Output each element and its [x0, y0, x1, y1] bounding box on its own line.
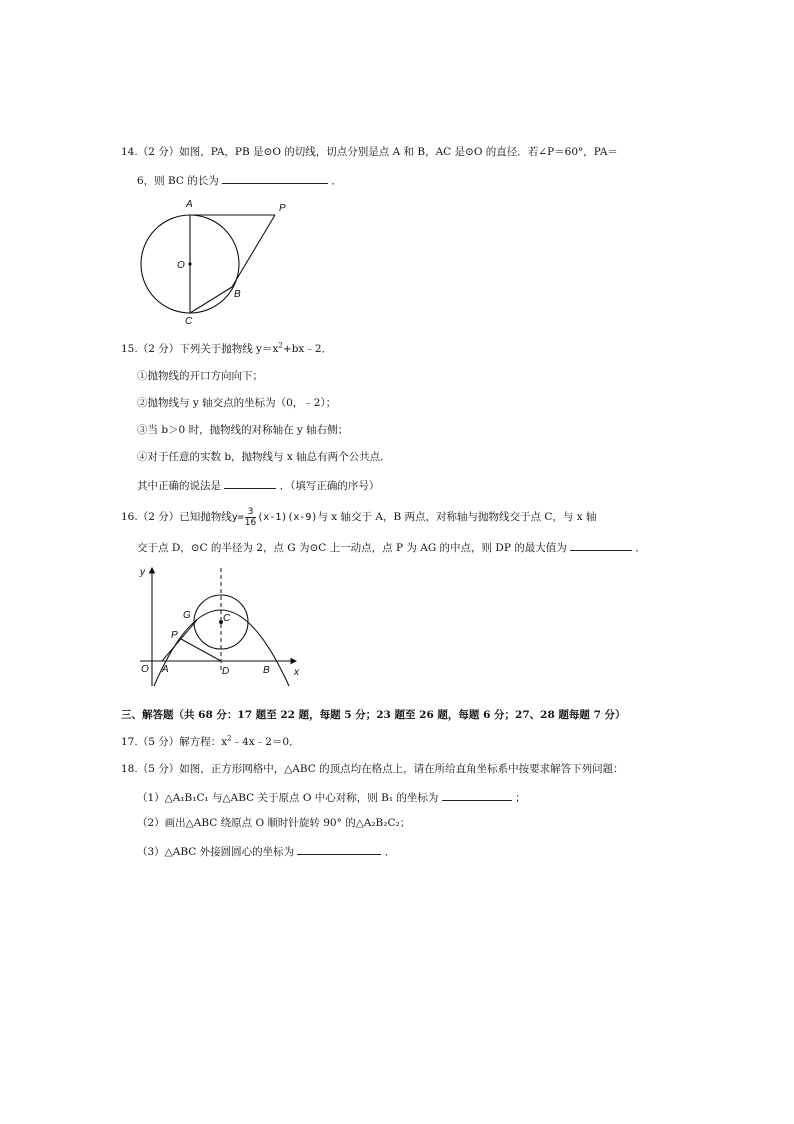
q16-label-c: C	[223, 613, 231, 624]
q16-line1-text: 16.（2 分）已知抛物线	[121, 511, 232, 523]
q16-figure	[134, 560, 309, 690]
q18-part3-end: ．	[384, 846, 396, 858]
q14-label-p: P	[279, 203, 286, 214]
q15-stem-b: +bx﹣2．	[282, 343, 333, 355]
q16-line1	[121, 506, 596, 529]
q16-line2-text: 交于点 D，⊙C 的半径为 2，点 G 为⊙C 上一动点，点 P 为 AG 的中点，则 DP 的最大值为	[137, 542, 567, 554]
q14-label-c: C	[185, 316, 193, 327]
q14-center-dot	[188, 262, 191, 265]
q14-line2-end: ．	[331, 175, 342, 187]
q16-line2	[137, 539, 646, 555]
q14-label-o: O	[177, 260, 185, 271]
q16-answer-blank[interactable]	[570, 539, 632, 551]
q14-label-a: A	[186, 199, 193, 210]
q18-part1-end: ；	[515, 792, 526, 804]
q16-label-y: y	[140, 567, 145, 578]
q14-label-b: B	[234, 289, 241, 300]
q14-line2-text: 6，则 BC 的长为	[137, 175, 219, 187]
q15-option-1: ①抛物线的开口方向向下；	[137, 370, 263, 382]
q16-label-a: A	[162, 664, 169, 675]
q17-text	[121, 735, 300, 749]
q15-ask-text: 其中正确的说法是	[137, 480, 221, 492]
q18-stem: 18.（5 分）如图，正方形网格中，△ABC 的顶点均在格点上，请在所给直角坐标系中按要求解答下列问题：	[121, 763, 624, 775]
q16-formula-fraction	[245, 507, 256, 528]
q15-stem	[121, 342, 332, 356]
q16-formula-den: 16	[244, 517, 257, 528]
q15-stem-a: 15.（2 分）下列关于抛物线 y＝x	[121, 343, 279, 355]
q15-answer-blank[interactable]	[224, 477, 276, 489]
q14-answer-blank[interactable]	[222, 172, 328, 184]
q14-line2	[137, 172, 342, 188]
q18-part2: （2）画出△ABC 绕原点 O 顺时针旋转 90° 的△A₂B₂C₂；	[137, 817, 411, 829]
q18-part1-blank[interactable]	[442, 789, 512, 801]
q16-label-x: x	[294, 667, 299, 678]
q16-segment-ag	[162, 620, 197, 661]
q16-formula-num: 3	[245, 507, 256, 518]
q14-line1: 14.（2 分）如图，PA，PB 是⊙O 的切线，切点分别是点 A 和 B，AC 是⊙O 的直径．若∠P＝60°，PA＝	[121, 146, 618, 158]
q16-formula-rest: (x-1)(x-9)	[257, 512, 318, 523]
q16-label-o: O	[141, 664, 149, 675]
q16-formula-y: y=	[231, 512, 244, 523]
q15-option-2: ②抛物线与 y 轴交点的坐标为（0，﹣2）；	[137, 397, 337, 409]
q17-text-b: ﹣4x﹣2＝0．	[231, 736, 300, 748]
q15-stem-sup: 2	[278, 341, 283, 350]
q16-label-d: D	[222, 666, 230, 677]
q16-line2-end: ．	[635, 542, 646, 554]
q18-part1-text: （1）△A₁B₁C₁ 与△ABC 关于原点 O 中心对称，则 B₁ 的坐标为	[137, 792, 439, 804]
q15-ask	[137, 477, 379, 493]
q16-label-b: B	[263, 665, 270, 676]
q16-label-p: P	[171, 630, 178, 641]
q17-text-sup: 2	[227, 734, 232, 743]
q16-line1-tail: 与 x 轴交于 A，B 两点，对称轴与抛物线交于点 C，与 x 轴	[317, 511, 597, 523]
q15-option-3: ③当 b＞0 时，抛物线的对称轴在 y 轴右侧；	[137, 424, 349, 436]
q17-text-a: 17.（5 分）解方程：x	[121, 736, 228, 748]
q16-segment-pd	[181, 639, 221, 661]
q15-ask-end: ．（填写正确的序号）	[279, 480, 380, 492]
q14-tangent-pb	[232, 215, 275, 287]
q15-option-4: ④对于任意的实数 b，抛物线与 x 轴总有两个公共点．	[137, 451, 391, 463]
q14-chord-bc	[190, 287, 232, 313]
q18-part1	[137, 789, 526, 805]
q16-label-g: G	[183, 610, 191, 621]
q18-part3	[137, 843, 395, 859]
q18-part3-text: （3）△ABC 外接圆圆心的坐标为	[137, 846, 295, 858]
q18-part3-blank[interactable]	[297, 843, 381, 855]
section3-heading: 三、解答题（共 68 分：17 题至 22 题，每题 5 分；23 题至 26 题，每题 6 分；27、28 题每题 7 分）	[121, 709, 626, 721]
q14-figure	[130, 195, 300, 330]
